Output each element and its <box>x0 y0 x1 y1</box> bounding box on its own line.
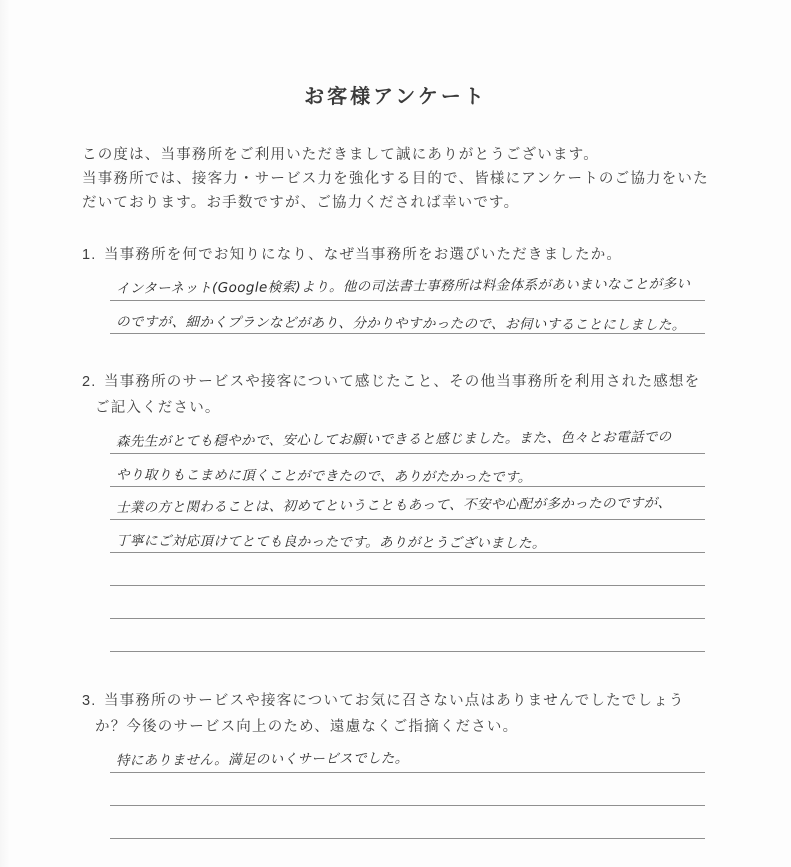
handwritten-line <box>110 454 705 487</box>
blank-ruled-line <box>110 773 705 806</box>
page-title: お客様アンケート <box>304 86 487 108</box>
blank-ruled-line <box>110 806 705 839</box>
blank-ruled-line <box>110 553 705 586</box>
intro-paragraph <box>82 143 742 215</box>
blank-ruled-line <box>110 619 705 652</box>
handwritten-line <box>110 421 705 454</box>
question-text-segment: 当事務所のサービスや接客についてお気に召さない点はありませんでしたでしょう <box>104 693 685 709</box>
handwriting-text: 丁寧にご対応頂けてとても良かったです。ありがとうございました。 <box>116 533 546 552</box>
question-2-line-1 <box>82 369 722 395</box>
handwritten-line <box>110 268 705 301</box>
question-1-answer-area <box>110 268 705 334</box>
question-text-segment: 当事務所のサービスや接客について感じたこと、その他当事務所を利用された感想を <box>104 374 701 390</box>
handwritten-line <box>110 520 705 553</box>
question-1 <box>82 242 722 334</box>
handwriting-text: やり取りもこまめに頂くことができたので、ありがたかったです。 <box>116 467 532 486</box>
blank-ruled-line <box>110 586 705 619</box>
question-text-segment: ご記入ください。 <box>95 400 221 416</box>
question-2-answer-area <box>110 421 705 652</box>
handwriting-text: インターネット(Google検索)より。他の司法書士事務所は料金体系があいまいなことが多い <box>115 275 691 297</box>
question-1-number: 1. <box>82 247 97 263</box>
intro-line-3: だいております。お手数ですが、ご協力くだされば幸いです。 <box>82 195 520 211</box>
handwriting-text: 森先生がとても穏やかで、安心してお願いできると感じました。また、色々とお電話での <box>115 429 672 450</box>
handwriting-text: のですが、細かくプランなどがあり、分かりやすかったので、お伺いすることにしました。 <box>116 314 686 334</box>
intro-line-1: この度は、当事務所をご利用いただきまして誠にありがとうございます。 <box>82 147 599 163</box>
intro-line-2: 当事務所では、接客力・サービス力を強化する目的で、皆様にアンケートのご協力をいた <box>82 171 709 187</box>
question-2-line-2 <box>82 395 722 421</box>
question-text-segment: か？今後のサービス向上のため、遠慮なくご指摘ください。 <box>95 719 519 735</box>
question-2 <box>82 369 722 652</box>
questions <box>82 242 722 839</box>
handwriting-text: 士業の方と関わることは、初めてということもあって、不安や心配が多かったのですが、 <box>115 495 672 516</box>
question-1-line-1 <box>82 242 722 268</box>
handwritten-line <box>110 740 705 773</box>
question-3-line-1 <box>82 688 722 714</box>
question-text-segment: 当事務所を何でお知りになり、なぜ当事務所をお選びいただきましたか。 <box>104 247 623 263</box>
question-3 <box>82 688 722 839</box>
handwritten-line <box>110 301 705 334</box>
question-1-text <box>82 242 722 268</box>
question-2-text <box>82 369 722 421</box>
question-2-number: 2. <box>82 374 97 390</box>
handwritten-line <box>110 487 705 520</box>
handwriting-text: 特にありません。満足のいくサービスでした。 <box>115 750 409 769</box>
question-3-line-2 <box>82 714 722 740</box>
question-3-answer-area <box>110 740 705 839</box>
question-3-text <box>82 688 722 740</box>
question-3-number: 3. <box>82 693 97 709</box>
